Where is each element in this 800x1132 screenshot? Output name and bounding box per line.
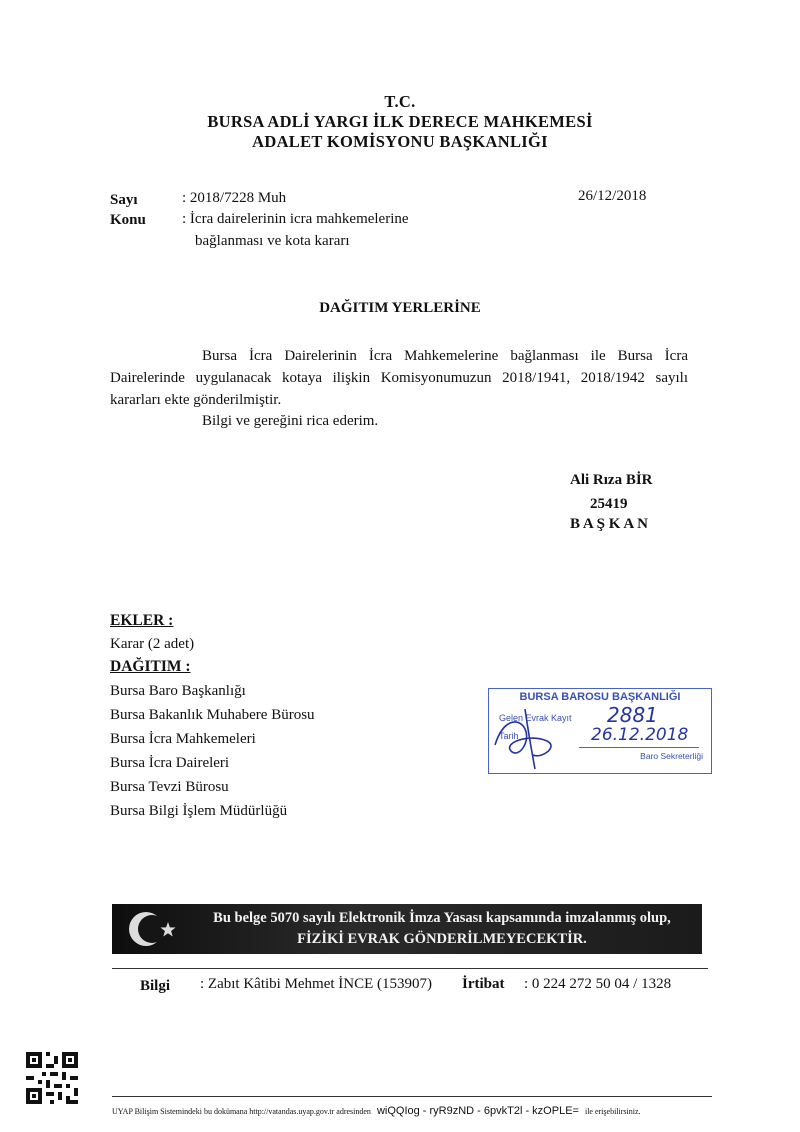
signer-name: Ali Rıza BİR bbox=[570, 472, 653, 488]
e-signature-banner bbox=[112, 904, 702, 954]
distribution-item: Bursa Bilgi İşlem Müdürlüğü bbox=[110, 803, 288, 819]
signer-title: B A Ş K A N bbox=[570, 516, 648, 532]
distribution-item: Bursa Bakanlık Muhabere Bürosu bbox=[110, 707, 315, 723]
konu-line-2: bağlanması ve kota kararı bbox=[195, 233, 350, 249]
header-commission: ADALET KOMİSYONU BAŞKANLIĞI bbox=[252, 132, 548, 151]
header-court: BURSA ADLİ YARGI İLK DERECE MAHKEMESİ bbox=[207, 112, 593, 131]
document-date: 26/12/2018 bbox=[578, 188, 647, 204]
sayi-value: : 2018/7228 Muh bbox=[182, 190, 287, 206]
verification-code[interactable]: wiQQIog - ryR9zND - 6pvkT2l - kzOPLE= bbox=[376, 1105, 579, 1117]
banner-line-1: Bu belge 5070 sayılı Elektronik İmza Yasası kapsamında imzalanmış olup, bbox=[213, 910, 671, 926]
recipient-heading: DAĞITIM YERLERİNE bbox=[319, 300, 481, 316]
bilgi-value: : Zabıt Kâtibi Mehmet İNCE (153907) bbox=[200, 976, 433, 992]
stamp-tarih-label: Tarih bbox=[499, 731, 519, 741]
body-paragraph: Bursa İcra Dairelerinin İcra Mahkemelerine bağlanması ile Bursa İcra Dairelerinde uygulanacak kotaya ilişkin Komisyonumuzun 2018/1941, 2018/1942 sayılı kararları ekte gönderilmiştir. bbox=[110, 348, 688, 408]
stamp-footer: Baro Sekreterliği bbox=[640, 751, 703, 761]
stamp-tarih-value: 26.12.2018 bbox=[591, 725, 689, 745]
distribution-item: Bursa İcra Daireleri bbox=[110, 755, 230, 771]
footer-divider bbox=[112, 1096, 712, 1097]
footer-prefix: UYAP Bilişim Sistemindeki bu dokümana http://vatandas.uyap.gov.tr adresinden bbox=[112, 1107, 371, 1116]
stamp-evrak-number: 2881 bbox=[607, 703, 658, 727]
footer-suffix: ile erişebilirsiniz. bbox=[584, 1107, 641, 1116]
banner-line-2: FİZİKİ EVRAK GÖNDERİLMEYECEKTİR. bbox=[297, 931, 587, 947]
sayi-label: Sayı bbox=[110, 192, 138, 208]
attachments-title: EKLER : bbox=[110, 612, 174, 629]
body-closing: Bilgi ve gereğini rica ederim. bbox=[202, 413, 379, 429]
handwritten-signature bbox=[489, 689, 711, 773]
stamp-title: BURSA BAROSU BAŞKANLIĞI bbox=[519, 691, 681, 703]
konu-line-1: : İcra dairelerinin icra mahkemelerine bbox=[182, 211, 409, 227]
bilgi-label: Bilgi bbox=[140, 978, 171, 994]
distribution-item: Bursa Tevzi Bürosu bbox=[110, 779, 229, 795]
distribution-item: Bursa İcra Mahkemeleri bbox=[110, 731, 256, 747]
signer-number: 25419 bbox=[590, 496, 628, 512]
stamp-evrak-label: Gelen Evrak Kayıt bbox=[499, 713, 572, 723]
attachment-item: Karar (2 adet) bbox=[110, 636, 195, 652]
contact-divider bbox=[112, 968, 708, 969]
irtibat-label: İrtibat bbox=[462, 976, 505, 992]
distribution-title: DAĞITIM : bbox=[110, 658, 191, 675]
distribution-item: Bursa Baro Başkanlığı bbox=[110, 683, 246, 699]
header-tc: T.C. bbox=[384, 92, 416, 111]
crescent-star-icon bbox=[122, 907, 182, 951]
uyap-footer bbox=[112, 1101, 641, 1119]
bar-association-stamp bbox=[488, 688, 712, 774]
konu-label: Konu bbox=[110, 212, 146, 228]
qr-code-icon bbox=[26, 1052, 78, 1104]
irtibat-value: : 0 224 272 50 04 / 1328 bbox=[524, 976, 672, 992]
